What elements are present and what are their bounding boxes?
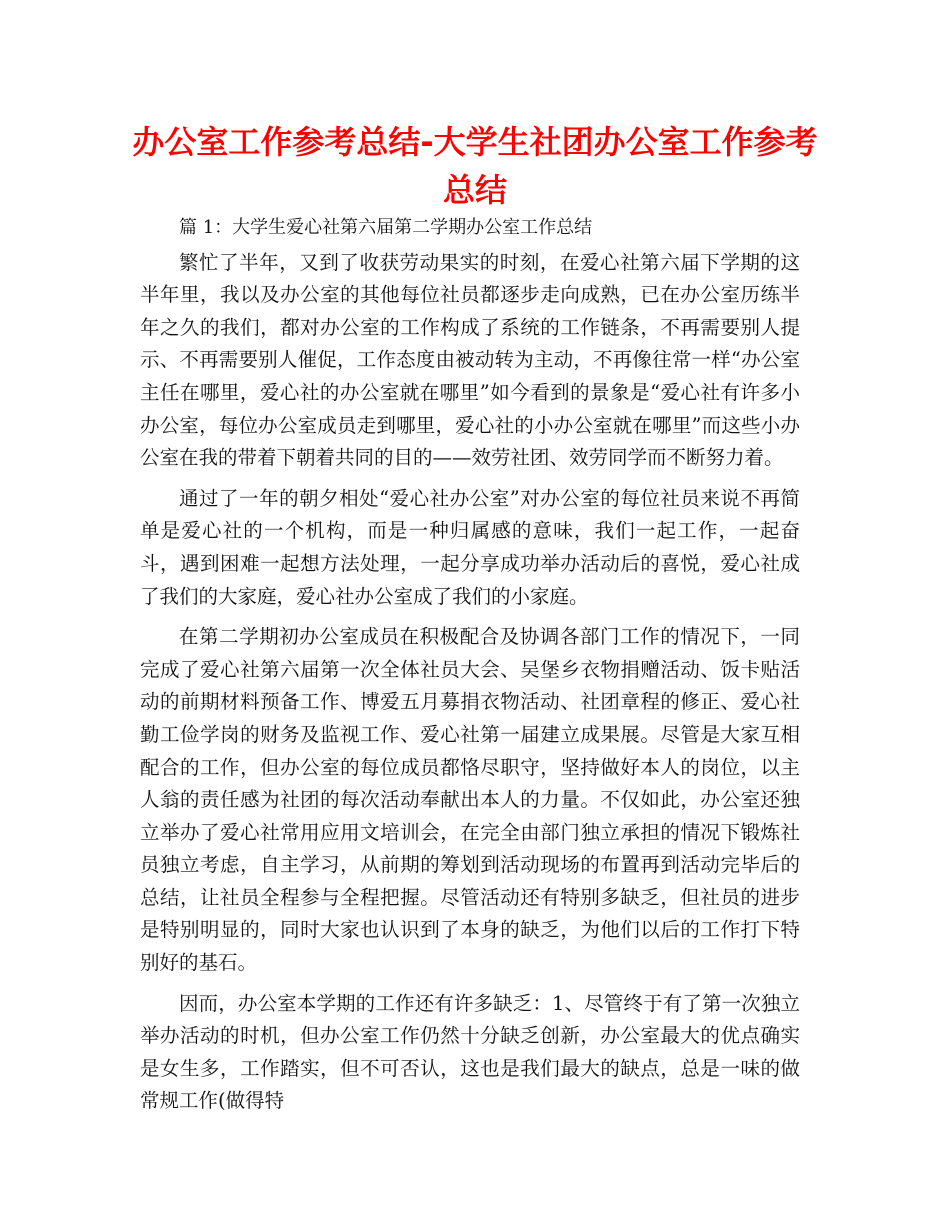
document-subtitle: 篇 1：大学生爱心社第六届第二学期办公室工作总结 [179,217,593,238]
body-paragraph-3: 在第二学期初办公室成员在积极配合及协调各部门工作的情况下，一同完成了爱心社第六届第一次全体社员大会、吴堡乡衣物捐赠活动、饭卡贴活动的前期材料预备工作、博爱五月募捐衣物活动、社团章程的修正、爱心社勤工俭学岗的财务及监视工作、爱心社第一届建立成果展。尽管是大家互相配合的工作，但办公室的每位成员都恪尽职守，坚持做好本人的岗位，以主人翁的责任感为社团的每次活动奉献出本人的力量。不仅如此，办公室还独立举办了爱心社常用应用文培训会，在完全由部门独立承担的情况下锻炼社员独立考虑，自主学习，从前期的筹划到活动现场的布置再到活动完毕后的总结，让社员全程参与全程把握。尽管活动还有特别多缺乏，但社员的进步是特别明显的，同时大家也认识到了本身的缺乏，为他们以后的工作打下特别好的基石。 [140,625,800,975]
body-paragraph-2: 通过了一年的朝夕相处“爱心社办公室”对办公室的每位社员来说不再简单是爱心社的一个机构，而是一种归属感的意味，我们一起工作，一起奋斗，遇到困难一起想方法处理，一起分享成功举办活动后的喜悦，爱心社成了我们的大家庭，爱心社办公室成了我们的小家庭。 [140,486,800,608]
document-body [140,212,800,1126]
body-paragraph-1: 繁忙了半年，又到了收获劳动果实的时刻，在爱心社第六届下学期的这半年里，我以及办公室的其他每位社员都逐步走向成熟，已在办公室历练半年之久的我们，都对办公室的工作构成了系统的工作链条，不再需要别人提示、不再需要别人催促，工作态度由被动转为主动，不再像往常一样“办公室主任在哪里，爱心社的办公室就在哪里”如今看到的景象是“爱心社有许多小办公室，每位办公室成员走到哪里，爱心社的小办公室就在哪里”而这些小办公室在我的带着下朝着共同的目的——效劳社团、效劳同学而不断努力着。 [140,250,800,470]
document-title: 办公室工作参考总结-大学生社团办公室工作参考总结 [132,123,818,209]
body-paragraph-4: 因而，办公室本学期的工作还有许多缺乏：1、尽管终于有了第一次独立举办活动的时机，但办公室工作仍然十分缺乏创新，办公室最大的优点确实是女生多，工作踏实，但不可否认，这也是我们最大的缺点，总是一味的做常规工作(做得特 [140,991,800,1113]
